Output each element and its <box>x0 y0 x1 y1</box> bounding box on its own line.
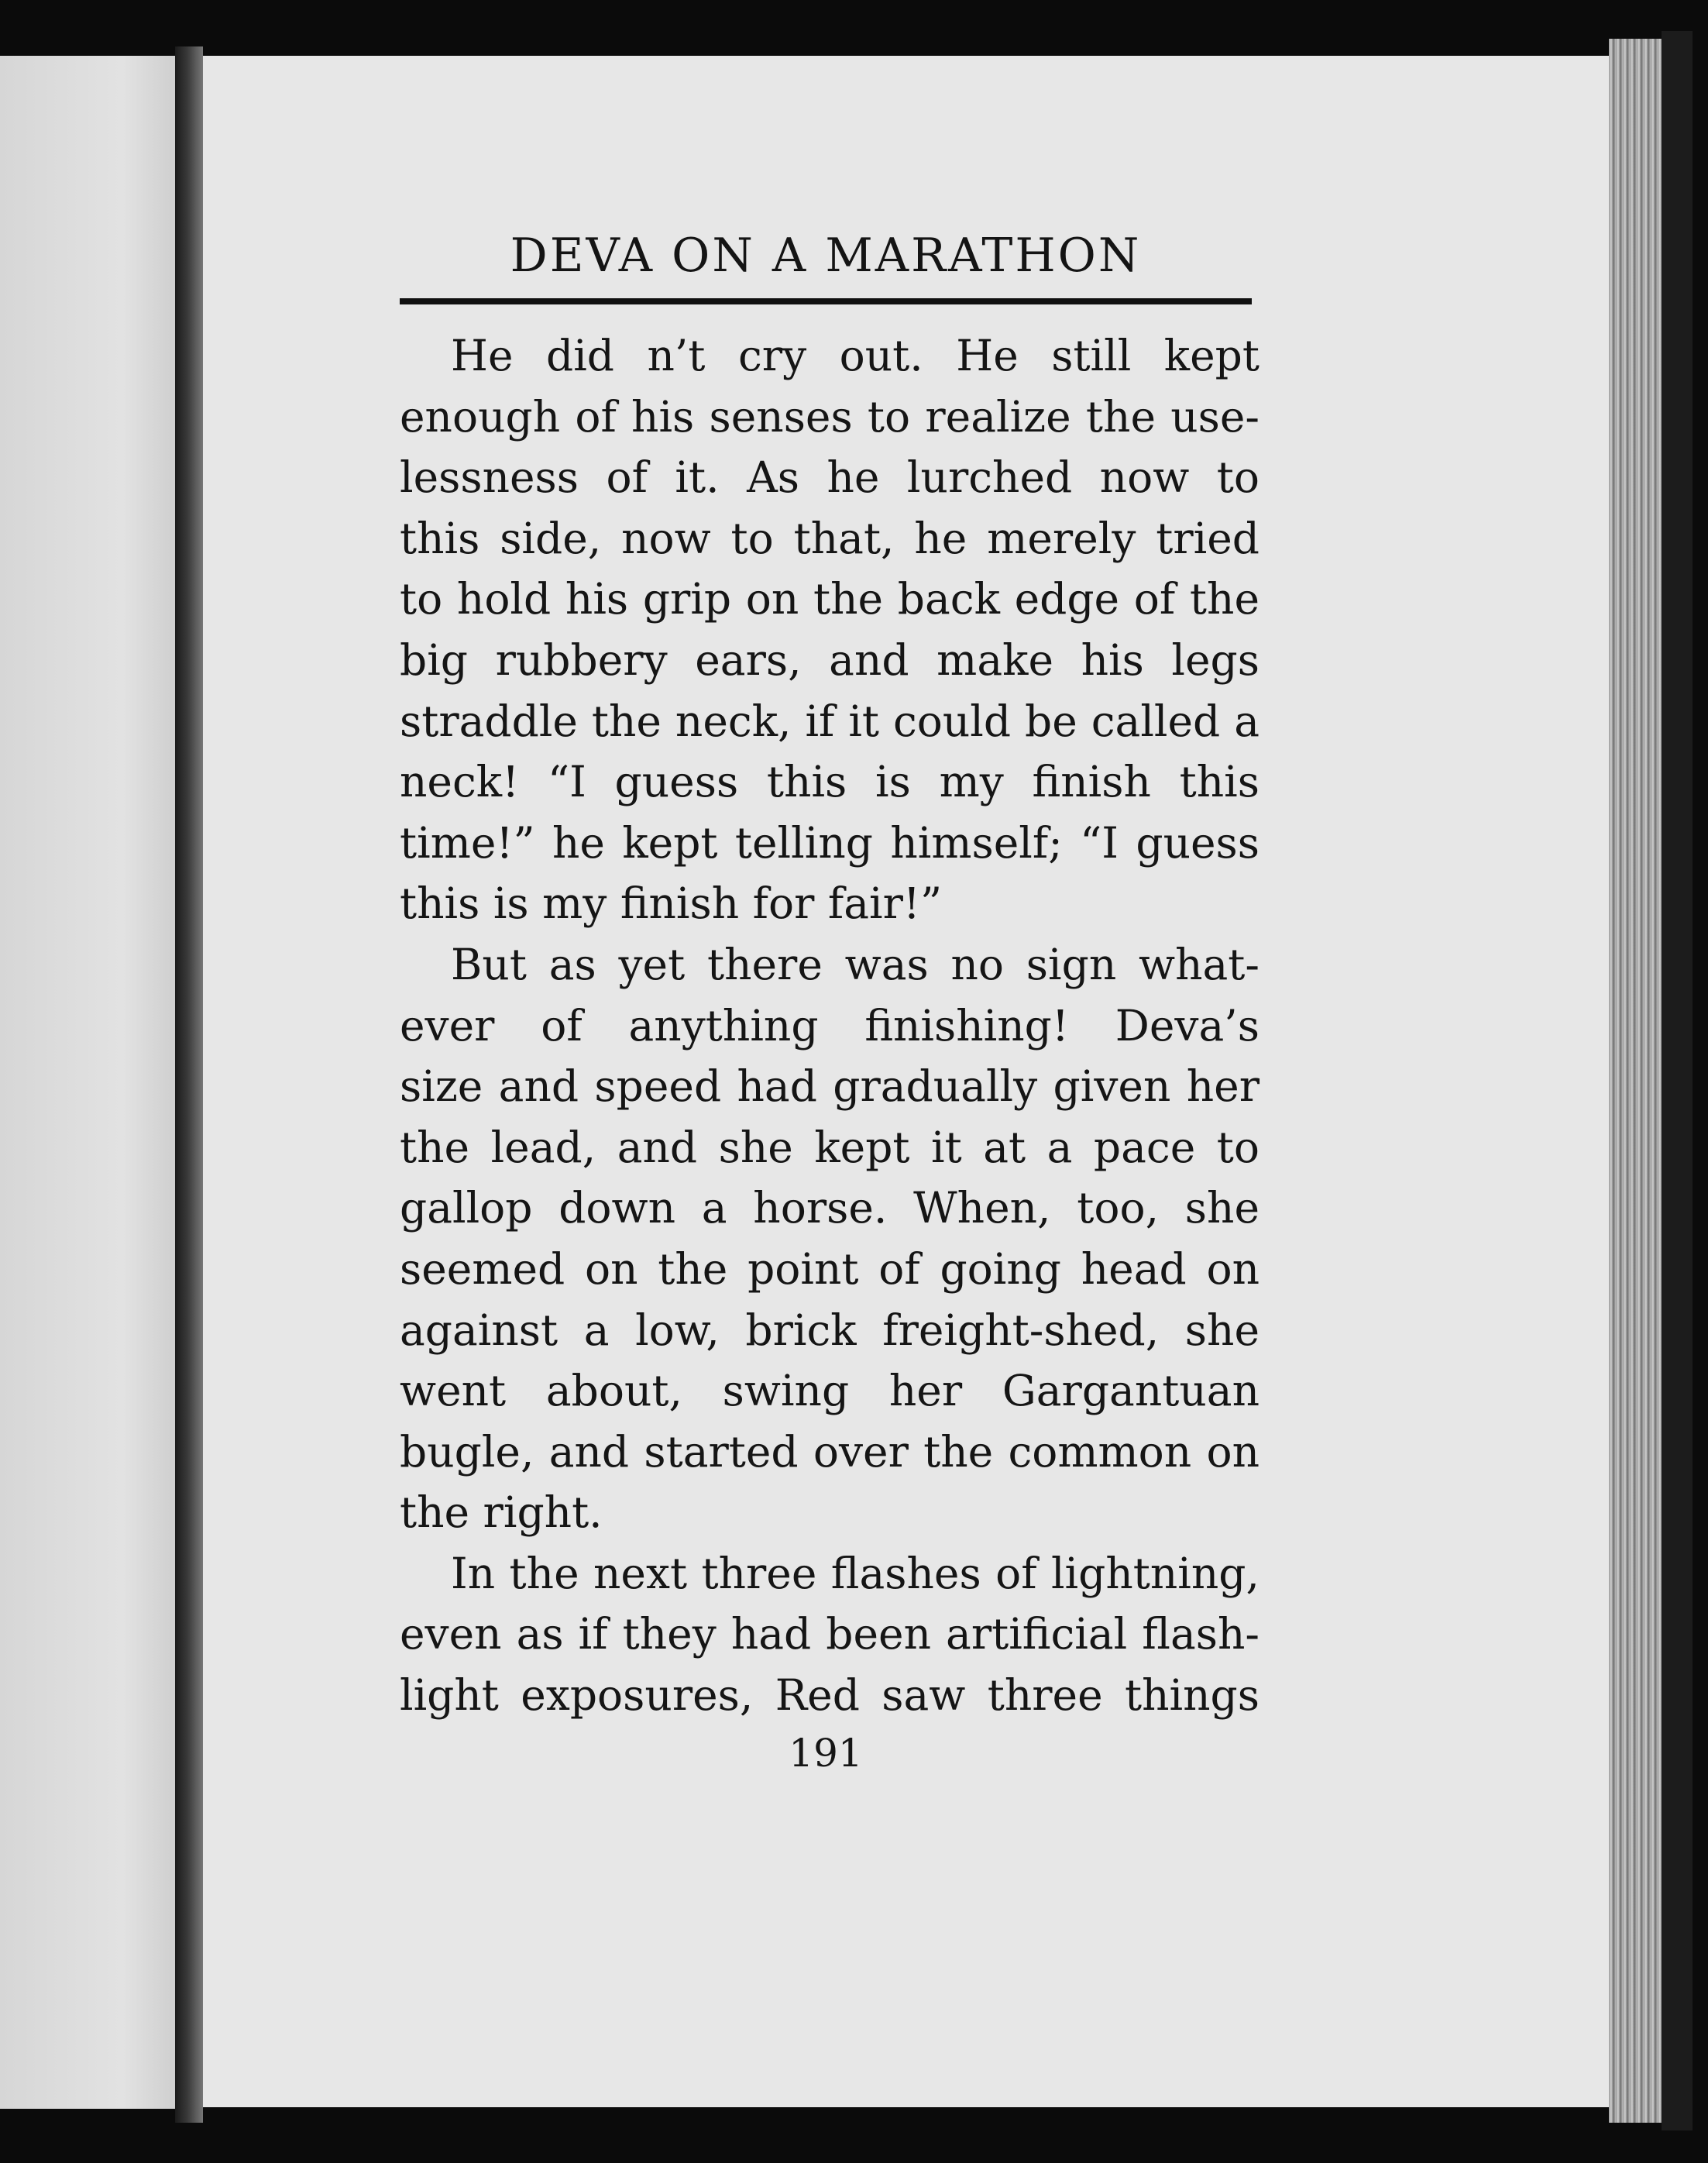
running-head: DEVA ON A MARATHON <box>510 229 1142 283</box>
text-line: enough of his senses to realize the use- <box>400 391 1260 442</box>
text-line: seemed on the point of going head on <box>400 1243 1260 1294</box>
text-line: bugle, and started over the common on <box>400 1426 1260 1477</box>
header-rule <box>400 298 1252 304</box>
page-stack-edge <box>1609 39 1662 2123</box>
text-line: to hold his grip on the back edge of the <box>400 574 1260 624</box>
text-line: light exposures, Red saw three things <box>400 1670 1260 1721</box>
text-line: the lead, and she kept it at a pace to <box>400 1122 1260 1172</box>
text-line: went about, swing her Gargantuan <box>400 1366 1260 1416</box>
text-line: this side, now to that, he merely tried <box>400 513 1260 563</box>
text-line: ever of anything finishing! Deva’s <box>400 1000 1260 1051</box>
text-line: big rubbery ears, and make his legs <box>400 634 1260 685</box>
text-line: time!” he kept telling himself; “I guess <box>400 817 1260 868</box>
text-line: the right. <box>400 1487 603 1538</box>
text-line: even as if they had been artificial flash- <box>400 1609 1260 1659</box>
text-line: In the next three flashes of lightning, <box>451 1548 1260 1598</box>
text-line: straddle the neck, if it could be called a <box>400 696 1260 746</box>
text-line: size and speed had gradually given her <box>400 1061 1260 1112</box>
text-line: this is my finish for fair!” <box>400 879 943 929</box>
text-line: He did n’t cry out. He still kept <box>451 331 1260 380</box>
book-cover-edge <box>1662 31 1693 2130</box>
text-line: against a low, brick freight-shed, she <box>400 1305 1260 1355</box>
text-line: But as yet there was no sign what- <box>451 939 1260 989</box>
book-gutter <box>175 46 203 2123</box>
text-line: neck! “I guess this is my finish this <box>400 757 1260 807</box>
facing-page-edge <box>0 56 175 2109</box>
body-text <box>400 325 1260 1726</box>
text-line: lessness of it. As he lurched now to <box>400 452 1260 503</box>
text-line: gallop down a horse. When, too, she <box>400 1183 1260 1233</box>
page-number: 191 <box>789 1731 863 1776</box>
